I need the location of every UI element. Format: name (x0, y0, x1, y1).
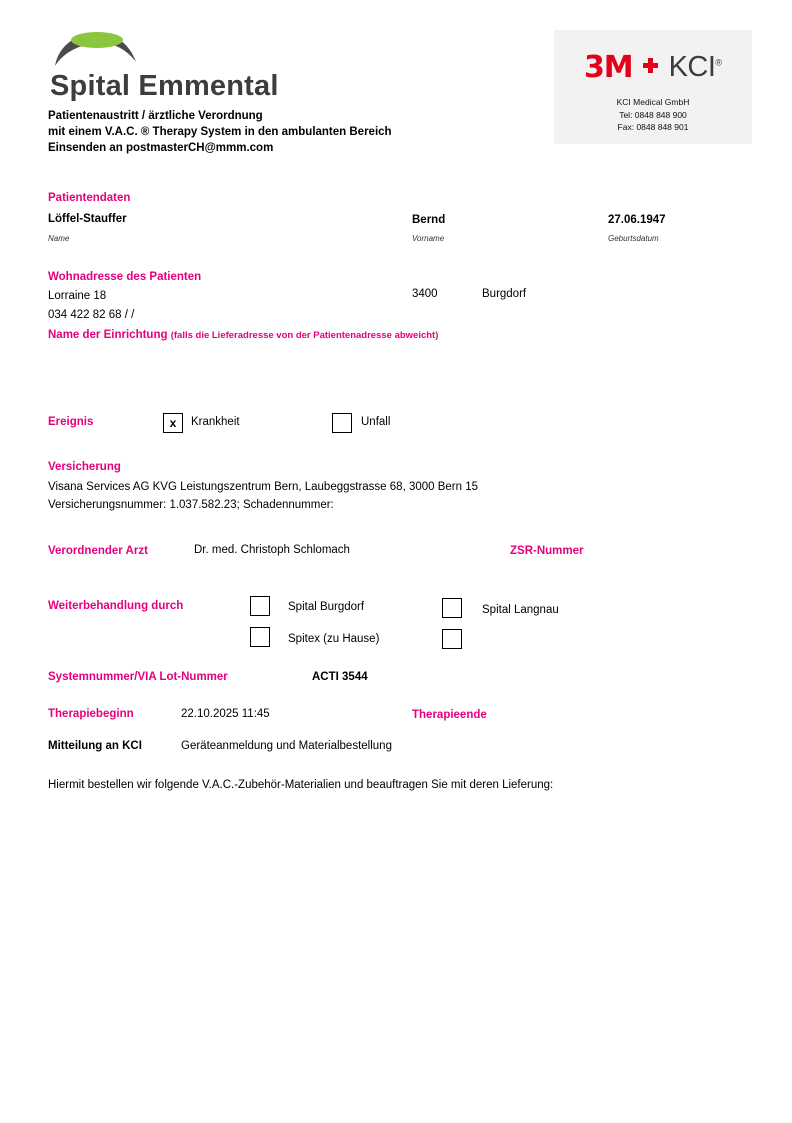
patient-birthdate-caption: Geburtsdatum (608, 234, 659, 243)
logo-arc-icon (53, 28, 139, 70)
patient-lastname-value: Löffel-Stauffer (48, 213, 127, 225)
brand-kci-text: KCI (668, 51, 716, 83)
section-label-patient-data: Patientendaten (48, 192, 131, 204)
checkbox-followup-other[interactable] (442, 629, 462, 649)
brand-3m-text: 3M (583, 50, 633, 85)
section-label-address: Wohnadresse des Patienten (48, 271, 202, 283)
kci-tel: Tel: 0848 848 900 (619, 109, 687, 120)
therapy-start-value: 22.10.2025 11:45 (181, 708, 270, 720)
checkbox-spital-burgdorf[interactable] (250, 596, 270, 616)
kci-brand-box (554, 30, 752, 144)
notice-kci-value: Geräteanmeldung und Materialbestellung (181, 740, 392, 752)
checkbox-spitex-label: Spitex (zu Hause) (288, 633, 380, 645)
doc-title-line-3: Einsenden an postmasterCH@mmm.com (48, 142, 274, 154)
order-intro-text: Hiermit bestellen wir folgende V.A.C.-Zubehör-Materialien und beauftragen Sie mit deren Lieferung: (48, 779, 554, 791)
section-label-system-number: Systemnummer/VIA Lot-Nummer (48, 671, 228, 683)
section-label-followup: Weiterbehandlung durch (48, 600, 184, 612)
plus-icon (643, 58, 658, 73)
doc-title-line-2: mit einem V.A.C. ® Therapy System in den ambulanten Bereich (48, 126, 392, 138)
patient-firstname-value: Bernd (412, 214, 446, 226)
patient-lastname-caption: Name (48, 234, 70, 243)
checkbox-krankheit[interactable] (163, 413, 183, 433)
checkbox-unfall-label: Unfall (361, 416, 391, 428)
system-number-value: ACTI 3544 (312, 671, 368, 683)
section-label-institution (48, 329, 438, 341)
patient-firstname-caption: Vorname (412, 234, 445, 243)
section-label-therapy-start: Therapiebeginn (48, 708, 134, 720)
hospital-name: Spital Emmental (50, 70, 279, 102)
checkbox-spital-langnau[interactable] (442, 598, 462, 618)
address-phone-value: 034 422 82 68 / / (48, 309, 135, 321)
doctor-name-value: Dr. med. Christoph Schlomach (194, 544, 350, 556)
checkbox-krankheit-label: Krankheit (191, 416, 240, 428)
kci-logo (554, 50, 752, 85)
checkbox-spitex[interactable] (250, 627, 270, 647)
address-city-value: Burgdorf (482, 288, 527, 300)
registered-mark: ® (715, 57, 723, 68)
institution-label-text: Name der Einrichtung (48, 329, 168, 341)
kci-company: KCI Medical GmbH (616, 97, 690, 107)
kci-contact (554, 96, 752, 134)
insurance-line-2: Versicherungsnummer: 1.037.582.23; Schadennummer: (48, 499, 334, 511)
hospital-logo (48, 26, 348, 102)
checkbox-krankheit-mark: x (169, 416, 177, 430)
section-label-zsr-number: ZSR-Nummer (510, 545, 584, 557)
checkbox-unfall[interactable] (332, 413, 352, 433)
document-title-block (48, 108, 392, 156)
section-label-therapy-end: Therapieende (412, 709, 487, 721)
kci-fax: Fax: 0848 848 901 (617, 122, 689, 132)
section-label-doctor: Verordnender Arzt (48, 545, 148, 557)
checkbox-spital-langnau-label: Spital Langnau (482, 604, 559, 616)
label-notice-kci: Mitteilung an KCI (48, 740, 142, 752)
checkbox-spital-burgdorf-label: Spital Burgdorf (288, 601, 365, 613)
address-street-value: Lorraine 18 (48, 290, 107, 302)
institution-label-note: (falls die Lieferadresse von der Patientenadresse abweicht) (170, 330, 439, 341)
doc-title-line-1: Patientenaustritt / ärztliche Verordnung (48, 110, 263, 122)
section-label-insurance: Versicherung (48, 461, 121, 473)
insurance-line-1: Visana Services AG KVG Leistungszentrum Bern, Laubeggstrasse 68, 3000 Bern 15 (48, 481, 479, 493)
address-zip-value: 3400 (412, 288, 438, 300)
section-label-event: Ereignis (48, 416, 94, 428)
patient-birthdate-value: 27.06.1947 (608, 214, 666, 226)
